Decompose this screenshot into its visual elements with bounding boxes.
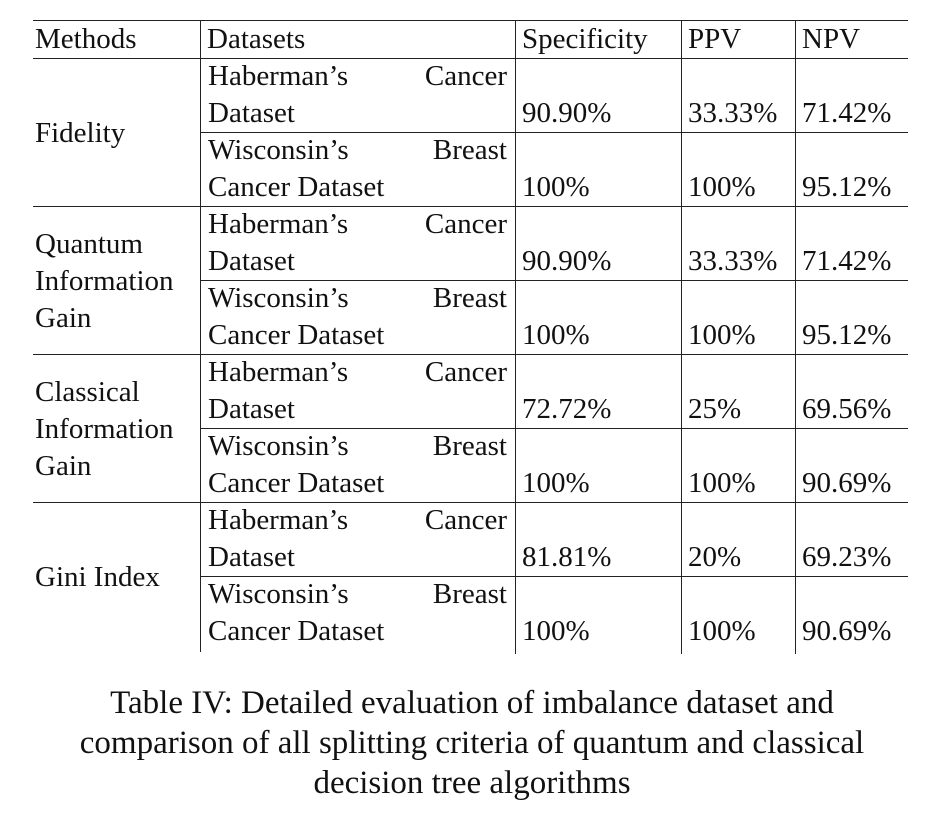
ppv-value: 100% [688, 171, 756, 203]
method-label: Information [35, 412, 174, 445]
dataset-word: Cancer [424, 356, 507, 388]
dataset-cell-line2: Cancer Dataset [208, 615, 385, 647]
dataset-word: Breast [432, 578, 507, 610]
dataset-word: Cancer [424, 60, 507, 92]
column-header: Specificity [522, 23, 648, 55]
specificity-value: 90.90% [522, 245, 612, 277]
column-rule [200, 20, 201, 652]
column-rule [681, 20, 682, 654]
npv-value: 69.23% [802, 541, 892, 573]
specificity-value: 100% [522, 467, 590, 499]
method-label: Gain [35, 301, 92, 334]
npv-value: 90.69% [802, 467, 892, 499]
dataset-word: Wisconsin’s [208, 578, 349, 610]
ppv-value: 33.33% [688, 245, 778, 277]
ppv-value: 100% [688, 467, 756, 499]
npv-value: 71.42% [802, 97, 892, 129]
column-rule [795, 20, 796, 654]
dataset-word: Wisconsin’s [208, 134, 349, 166]
method-label: Gini Index [35, 560, 160, 593]
dataset-cell-line1 [208, 503, 507, 537]
column-header: Datasets [207, 23, 306, 55]
dataset-cell-line2: Dataset [208, 97, 295, 129]
ppv-value: 33.33% [688, 97, 778, 129]
npv-value: 95.12% [802, 171, 892, 203]
column-header: NPV [802, 23, 861, 55]
dataset-cell-line1 [208, 355, 507, 389]
method-label: Classical [35, 375, 140, 408]
specificity-value: 90.90% [522, 97, 612, 129]
method-label: Fidelity [35, 116, 126, 149]
npv-value: 69.56% [802, 393, 892, 425]
table-top-rule [33, 20, 908, 21]
method-label: Information [35, 264, 174, 297]
dataset-word: Breast [432, 430, 507, 462]
dataset-word: Cancer [424, 504, 507, 536]
dataset-cell-line2: Cancer Dataset [208, 467, 385, 499]
column-header: Methods [35, 23, 137, 55]
ppv-value: 25% [688, 393, 742, 425]
dataset-cell-line2: Dataset [208, 541, 295, 573]
dataset-cell-line2: Dataset [208, 245, 295, 277]
dataset-cell-line1 [208, 59, 507, 93]
ppv-value: 100% [688, 615, 756, 647]
specificity-value: 81.81% [522, 541, 612, 573]
column-header: PPV [688, 23, 742, 55]
method-label: Gain [35, 449, 92, 482]
ppv-value: 100% [688, 319, 756, 351]
ppv-value: 20% [688, 541, 742, 573]
dataset-word: Haberman’s [208, 60, 349, 92]
specificity-value: 100% [522, 319, 590, 351]
dataset-cell-line2: Dataset [208, 393, 295, 425]
dataset-cell-line1 [208, 207, 507, 241]
dataset-word: Haberman’s [208, 504, 349, 536]
column-rule [515, 20, 516, 654]
dataset-cell-line2: Cancer Dataset [208, 171, 385, 203]
dataset-word: Haberman’s [208, 208, 349, 240]
specificity-value: 100% [522, 615, 590, 647]
specificity-value: 72.72% [522, 393, 612, 425]
dataset-word: Breast [432, 282, 507, 314]
dataset-cell-line1 [208, 281, 507, 315]
dataset-cell-line1 [208, 429, 507, 463]
method-label: Quantum [35, 227, 143, 260]
specificity-value: 100% [522, 171, 590, 203]
dataset-word: Breast [432, 134, 507, 166]
dataset-word: Cancer [424, 208, 507, 240]
npv-value: 90.69% [802, 615, 892, 647]
dataset-word: Wisconsin’s [208, 282, 349, 314]
dataset-cell-line2: Cancer Dataset [208, 319, 385, 351]
dataset-cell-line1 [208, 133, 507, 167]
npv-value: 95.12% [802, 319, 892, 351]
dataset-word: Haberman’s [208, 356, 349, 388]
dataset-word: Wisconsin’s [208, 430, 349, 462]
table-caption: Table IV: Detailed evaluation of imbalance dataset and comparison of all splitting criteria of quantum and classical decision tree algorithms [79, 685, 865, 801]
dataset-cell-line1 [208, 577, 507, 611]
npv-value: 71.42% [802, 245, 892, 277]
